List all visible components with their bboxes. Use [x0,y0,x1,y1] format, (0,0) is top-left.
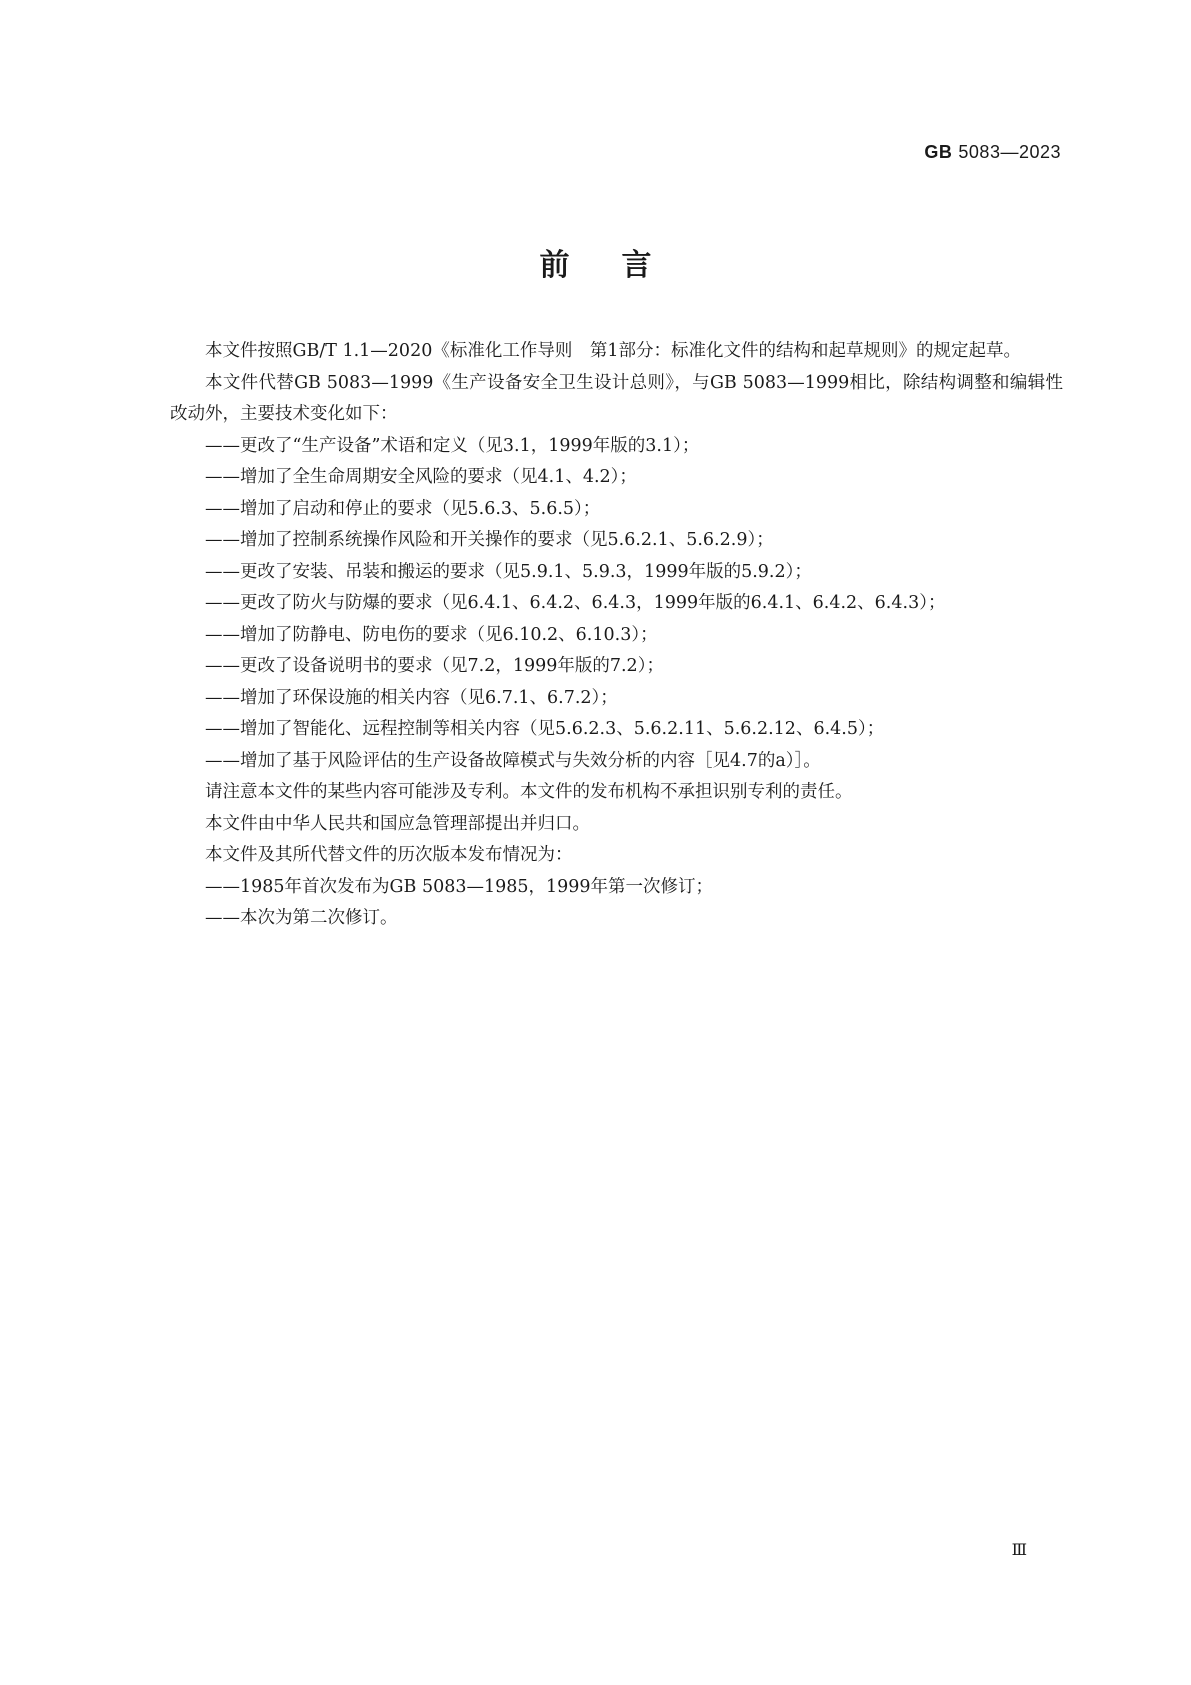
list-item: ——更改了设备说明书的要求（见7.2，1999年版的7.2）； [205,656,664,676]
page-number: Ⅲ [1011,1542,1026,1559]
paragraph-proposer: 本文件由中华人民共和国应急管理部提出并归口。 [205,813,590,834]
list-item: ——增加了防静电、防电伤的要求（见6.10.2、6.10.3）； [205,624,658,645]
list-item: ——增加了基于风险评估的生产设备故障模式与失效分析的内容［见4.7的a）］。 [205,750,821,771]
list-item: ——更改了安装、吊装和搬运的要求（见5.9.1、5.9.3，1999年版的5.9.2）； [205,561,812,582]
paragraph-replacement: 本文件代替GB 5083—1999《生产设备安全卫生设计总则》，与GB 5083—1999相比，除结构调整和编辑性改动外，主要技术变化如下： [170,372,1063,424]
list-item: ——增加了智能化、远程控制等相关内容（见5.6.2.3、5.6.2.11、5.6.2.12、6.4.5）； [205,719,885,739]
paragraph-history-intro: 本文件及其所代替文件的历次版本发布情况为： [205,845,573,865]
list-item: ——增加了启动和停止的要求（见5.6.3、5.6.5）； [205,498,601,519]
document-code [924,142,1061,163]
paragraph-patent-notice: 请注意本文件的某些内容可能涉及专利。本文件的发布机构不承担识别专利的责任。 [205,782,853,802]
paragraph-drafting-basis: 本文件按照GB/T 1.1—2020《标准化工作导则 第1部分：标准化文件的结构和起草规则》的规定起草。 [205,341,1021,361]
list-item: ——本次为第二次修订。 [205,908,398,928]
page-title: 前言 [539,248,704,283]
document-code-prefix: GB [924,142,953,162]
list-item: ——增加了环保设施的相关内容（见6.7.1、6.7.2）； [205,687,618,708]
document-code-number: 5083—2023 [958,142,1061,162]
history-list [170,872,1063,935]
changes-list [170,431,1063,778]
list-item: ——1985年首次发布为GB 5083—1985，1999年第一次修订； [205,876,714,897]
foreword-body [170,336,1063,935]
list-item: ——更改了防火与防爆的要求（见6.4.1、6.4.2、6.4.3，1999年版的6.4.1、6.4.2、6.4.3）； [205,593,946,613]
list-item: ——增加了全生命周期安全风险的要求（见4.1、4.2）； [205,467,637,487]
list-item: ——增加了控制系统操作风险和开关操作的要求（见5.6.2.1、5.6.2.9）； [205,530,774,550]
list-item: ——更改了“生产设备”术语和定义（见3.1，1999年版的3.1）； [205,435,700,456]
